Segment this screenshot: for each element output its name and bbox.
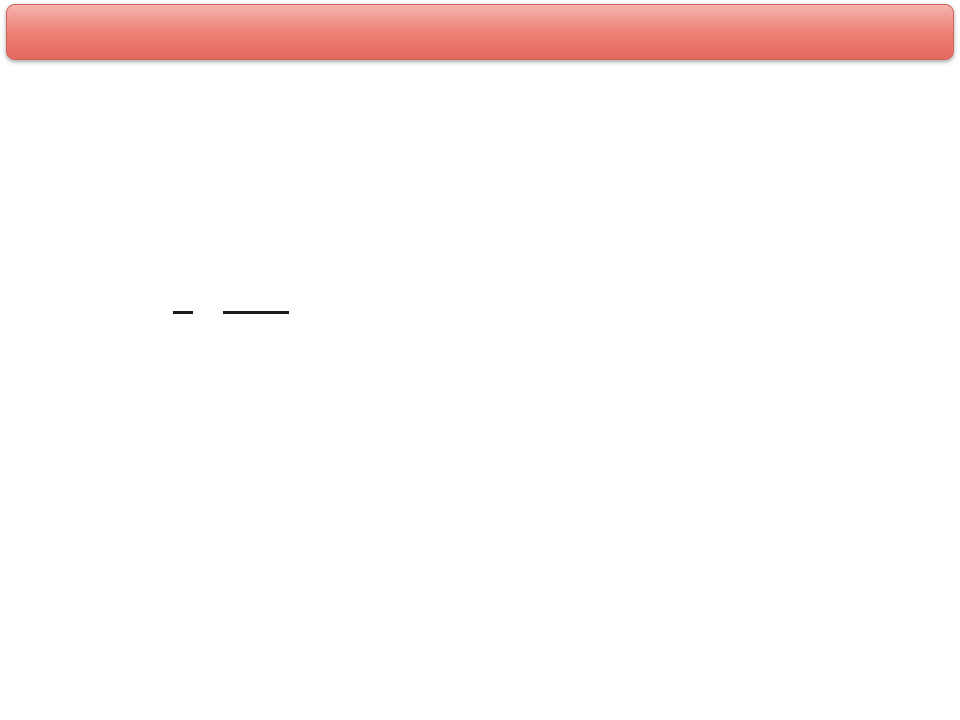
period-formula <box>120 272 480 354</box>
fraction-bar-1 <box>173 311 193 314</box>
pwm-diagram-75 <box>594 505 960 701</box>
pwm-diagram-25 <box>594 292 960 488</box>
pwm-diagram-50 <box>594 88 960 284</box>
title-banner <box>6 4 954 60</box>
fraction-bar-2 <box>223 311 289 314</box>
